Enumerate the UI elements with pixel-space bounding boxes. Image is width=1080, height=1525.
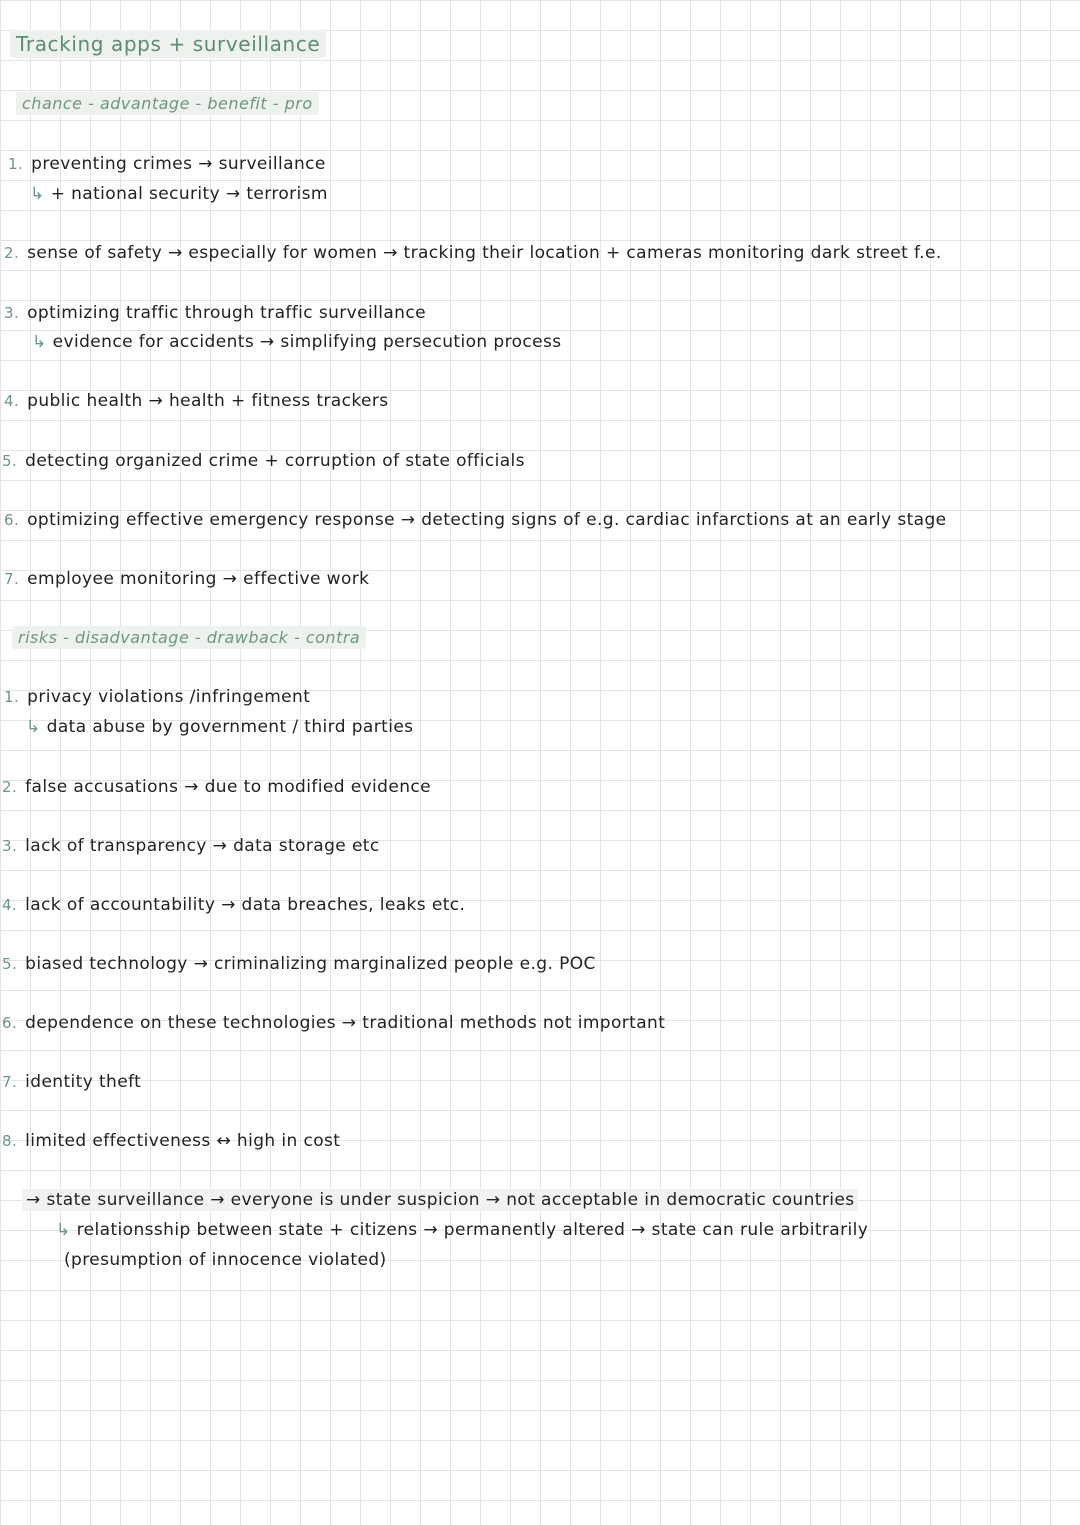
con-item-number: 1. (4, 688, 20, 706)
conclusion-text: → state surveillance → everyone is under suspicion → not acceptable in democratic countries (22, 1189, 858, 1211)
con-item-subtext: data abuse by government / third parties (46, 717, 414, 737)
con-item-number: 2. (2, 778, 18, 796)
page-title: Tracking apps + surveillance (10, 30, 326, 58)
pro-item-5 (2, 450, 525, 472)
con-item-4 (2, 894, 465, 916)
con-item-text: privacy violations /infringement (27, 687, 311, 707)
conclusion-text: relationsship between state + citizens → permanently altered → state can rule arbitrarily (76, 1220, 869, 1240)
con-item-1-sub (26, 716, 413, 738)
con-item-number: 7. (2, 1073, 18, 1091)
con-item-3 (2, 835, 380, 857)
cons-heading: risks - disadvantage - drawback - contra (12, 626, 366, 649)
pro-item-subtext: + national security → terrorism (50, 184, 328, 204)
con-item-number: 4. (2, 896, 18, 914)
con-item-number: 5. (2, 955, 18, 973)
pro-item-number: 3. (4, 304, 20, 322)
pro-item-text: public health → health + fitness trackers (27, 391, 389, 411)
pro-item-text: sense of safety → especially for women → tracking their location + cameras monitoring dark street f.e. (27, 243, 942, 263)
pro-item-number: 2. (4, 244, 20, 262)
con-item-5 (2, 953, 596, 975)
pro-item-7 (4, 568, 369, 590)
con-item-text: lack of accountability → data breaches, leaks etc. (25, 895, 466, 915)
pro-item-1-sub (30, 183, 328, 205)
pro-item-1 (8, 153, 326, 175)
pro-item-number: 5. (2, 452, 18, 470)
con-item-text: biased technology → criminalizing marginalized people e.g. POC (25, 954, 596, 974)
pros-heading: chance - advantage - benefit - pro (16, 92, 319, 115)
pro-item-text: optimizing traffic through traffic surveillance (27, 303, 426, 323)
hook-arrow-icon: ↳ (26, 717, 41, 737)
hook-arrow-icon: ↳ (56, 1220, 71, 1240)
pro-item-text: optimizing effective emergency response → detecting signs of e.g. cardiac infarctions at an early stage (27, 510, 947, 530)
pro-item-text: detecting organized crime + corruption of state officials (25, 451, 525, 471)
con-item-number: 3. (2, 837, 18, 855)
conclusion-line-1 (22, 1189, 858, 1211)
con-item-text: identity theft (25, 1072, 142, 1092)
pro-item-2 (4, 242, 942, 264)
pro-item-3 (4, 302, 426, 324)
con-item-text: dependence on these technologies → traditional methods not important (25, 1013, 666, 1033)
pro-item-number: 4. (4, 392, 20, 410)
con-item-number: 8. (2, 1132, 18, 1150)
hook-arrow-icon: ↳ (30, 184, 45, 204)
pro-item-4 (4, 390, 389, 412)
pro-item-number: 1. (8, 155, 24, 173)
pro-item-number: 7. (4, 570, 20, 588)
con-item-text: limited effectiveness ↔ high in cost (25, 1131, 341, 1151)
hook-arrow-icon: ↳ (32, 332, 47, 352)
pro-item-6 (4, 509, 947, 531)
pro-item-number: 6. (4, 511, 20, 529)
con-item-2 (2, 776, 431, 798)
pro-item-text: employee monitoring → effective work (27, 569, 370, 589)
con-item-text: false accusations → due to modified evidence (25, 777, 432, 797)
pro-item-3-sub (32, 331, 562, 353)
pro-item-text: preventing crimes → surveillance (31, 154, 326, 174)
pro-item-subtext: evidence for accidents → simplifying persecution process (52, 332, 562, 352)
con-item-6 (2, 1012, 665, 1034)
con-item-1 (4, 686, 310, 708)
conclusion-line-3 (64, 1249, 387, 1271)
con-item-text: lack of transparency → data storage etc (25, 836, 380, 856)
con-item-7 (2, 1071, 141, 1093)
conclusion-line-2 (56, 1219, 868, 1241)
con-item-8 (2, 1130, 340, 1152)
con-item-number: 6. (2, 1014, 18, 1032)
conclusion-text: (presumption of innocence violated) (64, 1250, 387, 1270)
